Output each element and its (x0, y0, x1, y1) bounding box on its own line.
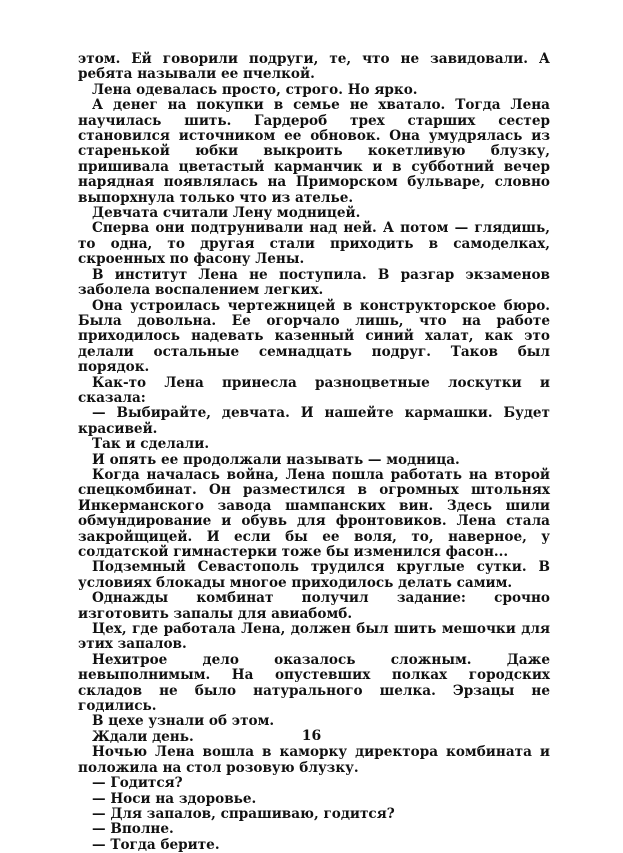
paragraph: Лена одевалась просто, строго. Но ярко. (92, 81, 418, 98)
paragraph: Цех, где работала Лена, должен был шить мешочки для этих запалов. (78, 621, 550, 653)
paragraph: А денег на покупки в семье не хватало. Тогда Лена научилась шить. Гардероб трех старших сестер становился источником ее обновок. Она умудрялась из старенькой юбки выкроить кокетливую блузку, пришивала цветастый карманчик и в субботний вечер нарядная появлялась на Приморском бульваре, словно выпорхнула только что из ателье. (78, 97, 550, 206)
paragraph: этом. Ей говорили подруги, те, что не завидовали. А ребята называли ее пчелкой. (78, 51, 550, 83)
paragraph: Сперва они подтрунивали над ней. А потом — глядишь, то одна, то другая стали приходить в самоделках, скроенных по фасону Лены. (78, 220, 550, 268)
paragraph: В институт Лена не поступила. В разгар экзаменов заболела воспалением легких. (78, 266, 550, 299)
paragraph: Когда началась война, Лена пошла работать на второй спецкомбинат. Он разместился в огромных штольнях Инкерманского завода шампанских вин. Здесь шили обмундирование и обувь для фронтовиков. Лена стала закройщицей. И если бы ее воля, то, наверное, у солдатской гимнастерки тоже бы изменился фасон... (78, 466, 550, 560)
dialogue-line: — Выбирайте, девчата. И нашейте кармашки. Будет красивей. (78, 405, 550, 437)
dialogue-line: — Вполне. (92, 821, 174, 838)
paragraph: Ночью Лена вошла в каморку директора комбината и положила на стол розовую блузку. (78, 744, 550, 776)
paragraph: Девчата считали Лену модницей. (92, 205, 361, 222)
paragraph: Ждали день. (92, 728, 194, 745)
paragraph: Подземный Севастополь трудился круглые сутки. В условиях блокады многое приходилось делать самим. (78, 559, 550, 591)
paragraph: И опять ее продолжали называть — модница. (92, 451, 460, 468)
paragraph: Как-то Лена принесла разноцветные лоскутки и сказала: (78, 374, 550, 406)
paragraph: В цехе узнали об этом. (92, 713, 275, 730)
page-number: 16 (301, 728, 322, 744)
dialogue-line: — Для запалов, спрашиваю, годится? (92, 805, 395, 822)
dialogue-line: — Годится? (92, 775, 183, 792)
paragraph: Однажды комбинат получил задание: срочно изготовить запалы для авиабомб. (78, 590, 550, 622)
dialogue-line: — Носи на здоровье. (92, 790, 257, 807)
dialogue-line: — Тогда берите. (92, 836, 220, 853)
paragraph: Она устроилась чертежницей в конструкторское бюро. Была довольна. Ее огорчало лишь, что на работе приходилось надевать казенный синий халат, как это делали остальные семнадцать подруг. Таков был порядок. (78, 297, 550, 376)
paragraph: Так и сделали. (92, 436, 210, 453)
paragraph: Нехитрое дело оказалось сложным. Даже невыполнимым. На опустевших полках городских складов не было натурального шелка. Эрзацы не годились. (78, 651, 550, 715)
